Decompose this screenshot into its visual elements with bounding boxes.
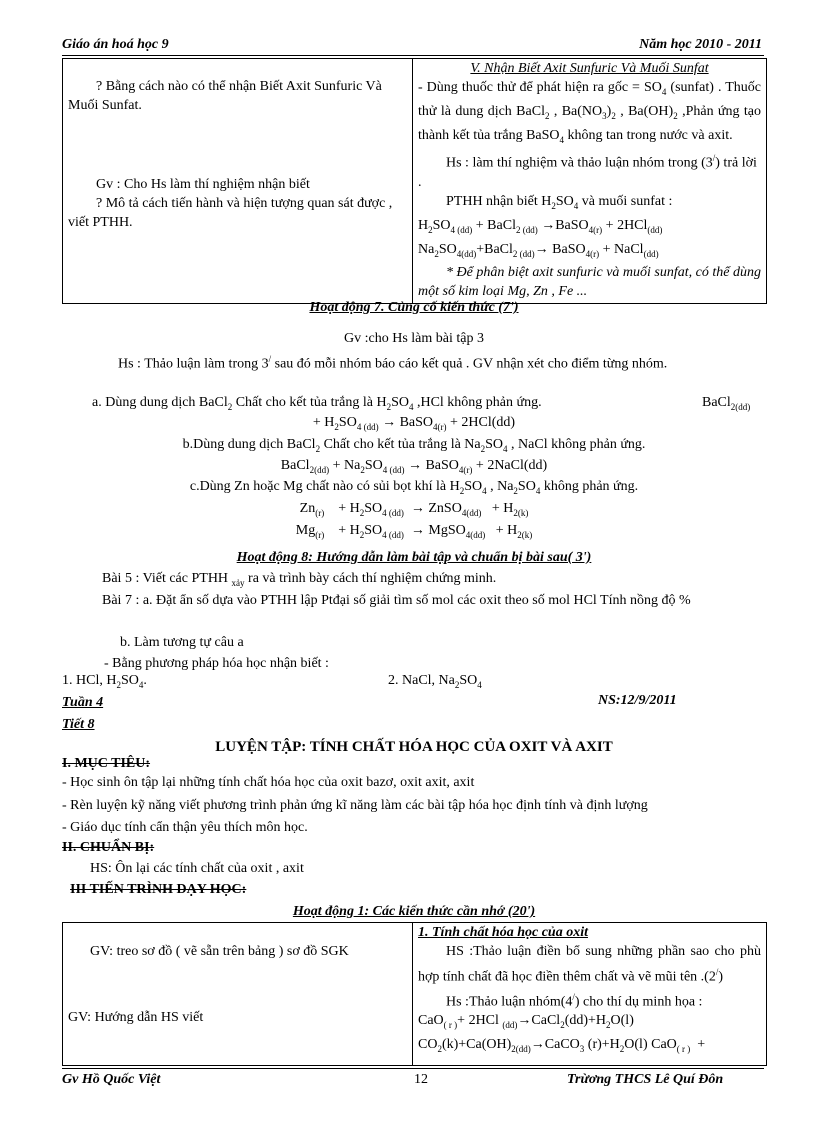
- activity-7-title: Hoạt động 7. Củng cố kiến thức (7'): [309, 300, 519, 315]
- section-objectives: I. MỤC TIÊU:: [62, 756, 151, 771]
- act7-line-a: a. Dùng dung dịch BaCl$_2$ Chất cho kết tủa trắng là $H_2SO_4$ ,HCl không phản ứng. BaCl$_{2(dd)}$: [92, 395, 751, 412]
- hs-example: Hs :Thảo luận nhóm(4/) cho thí dụ minh họa :: [446, 991, 703, 1010]
- identify-items: [62, 671, 766, 695]
- equation-1: $H_2SO_{4 (dd)}$ + BaCl$_{2 (dd)}$ →BaSO$_{4(r)}$ + 2HCl$_{(dd)}$: [418, 217, 663, 235]
- exercise-5: Bài 5 : Viết các PTHH $_{xảy}$ ra và trình bày cách thí nghiệm chứng minh.: [102, 571, 497, 588]
- hs-discussion: HS :Thảo luận điền bổ sung những phần sao cho phù hợp tính chất đã học điền thêm chất và vẽ mũi tên .(2/): [418, 944, 761, 985]
- exercise-7: Bài 7 : a. Đặt ẩn số dựa vào PTHH lập Ptđại số giải tìm số mol các oxit theo số mol HCl Tính nồng độ %: [102, 593, 691, 608]
- period-label: Tiết 8: [62, 717, 95, 732]
- metal-note: * Để phân biệt axit sunfuric và muối sunfat, có thể dùng một số kim loại Mg, Zn , Fe ...: [418, 265, 761, 300]
- footer-school: Trừơng THCS Lê Quí Đôn: [567, 1072, 724, 1087]
- table2-left-cell: [63, 923, 413, 1066]
- act7-line-b: b.Dùng dung dịch BaCl$_2$ Chất cho kết tủa trắng là $Na_2SO_4$ , NaCl không phản ứng.: [182, 437, 646, 454]
- pthh-intro: PTHH nhận biết $H_2SO_4$ và muối sunfat :: [446, 194, 673, 211]
- preparation-hs: HS: Ôn lại các tính chất của oxit , axit: [90, 861, 304, 876]
- section-preparation: II. CHUẨN BỊ:: [62, 840, 155, 855]
- hs-experiment: Hs : làm thí nghiệm và thảo luận nhóm trong (3/) trả lời .: [418, 153, 757, 191]
- table1-right-cell: [413, 59, 767, 304]
- act7-equation-a: + $H_2SO_{4 (dd)}$ → BaSO$_{4(r)}$ + 2HCl(dd): [312, 415, 516, 432]
- objective-1: - Học sinh ôn tập lại những tính chất hóa học của oxit bazơ, oxit axit, axit: [62, 775, 475, 790]
- table-identification: [62, 58, 767, 304]
- oxit-property-title: 1. Tính chất hóa học của oxit: [418, 925, 588, 940]
- lesson-title: LUYỆN TẬP: TÍNH CHẤT HÓA HỌC CỦA OXIT VÀ AXIT: [215, 739, 613, 755]
- identify-instruction: - Bằng phương pháp hóa học nhận biết :: [104, 656, 329, 671]
- page-header: [62, 37, 762, 53]
- footer-teacher: Gv Hồ Quốc Việt: [62, 1072, 161, 1087]
- exercise-7b: b. Làm tương tự câu a: [120, 635, 244, 650]
- objective-3: - Giáo dục tính cẩn thận yêu thích môn học.: [62, 820, 308, 835]
- equation-co2-caoh2: $CO_2(k)+Ca(OH)_{2(dd)}\to CaCO_3$ $(r)+H_2O(l) CaO_{( r )}$ +: [418, 1037, 706, 1054]
- equation-2: $Na_2SO_{4(dd)}+BaCl_{2 (dd)}\to$ BaSO$_{4(r)}$ + NaCl$_{(dd)}$: [418, 241, 659, 259]
- reagent-paragraph: - Dùng thuốc thử để phát hiện ra gốc = $SO_4$ (sunfat) . Thuốc thử là dung dịch BaCl$_2$ , $Ba(NO_3)_2$ , $Ba(OH)_2$ ,Phản ứng tạo thành kết tủa trắng BaSO$_4$ không tan trong nước và axit.: [418, 80, 762, 145]
- table-oxit-properties: [62, 922, 767, 1066]
- header-rule: [62, 55, 764, 56]
- question-identify: ? Bằng cách nào có thể nhận Biết Axit Sunfuric Và Muối Sunfat.: [68, 79, 382, 113]
- identify-item-1: 1. HCl, $H_2SO_4$.: [62, 673, 147, 690]
- gv-guide: GV: Hướng dẫn HS viết: [68, 1010, 204, 1025]
- act7-line-c: c.Dùng Zn hoặc Mg chất nào có sủi bọt khí là $H_2SO_4$ , $Na_2SO_4$ không phản ứng.: [189, 479, 639, 496]
- act7-line2: Hs : Thảo luận làm trong 3/ sau đó mỗi nhóm báo cáo kết quả . GV nhận xét cho điểm từng nhóm.: [118, 354, 668, 372]
- footer-rule: [62, 1068, 764, 1069]
- activity-8-title: Hoạt động 8: Hướng dẫn làm bài tập và chuẩn bị bài sau( 3'): [236, 550, 592, 565]
- act7-equation-zn: $Zn_{(r)}$ + $H_2SO_{4 (dd)}$ → ZnSO$_{4(dd)}$ + $H_{2(k)}$: [299, 501, 529, 518]
- section-process: III TIẾN TRÌNH DẠY HỌC:: [70, 882, 247, 897]
- week-label: Tuần 4: [62, 695, 104, 710]
- activity-1-title: Hoạt động 1: Các kiến thức cần nhớ (20'): [292, 904, 536, 919]
- act7-equation-mg: $Mg_{(r)}$ + $H_2SO_{4 (dd)}$ → MgSO$_{4(dd)}$ + $H_{2(k)}$: [295, 523, 533, 540]
- identify-item-2: 2. NaCl, $Na_2SO_4$: [388, 673, 482, 690]
- table1-left-cell: [63, 59, 413, 304]
- page-number: 12: [414, 1072, 428, 1087]
- header-right: Năm học 2010 - 2011: [639, 37, 762, 52]
- gv-instruction: Gv : Cho Hs làm thí nghiệm nhận biết: [96, 177, 310, 192]
- objective-2: - Rèn luyện kỹ năng viết phương trình phản ứng kĩ năng làm các bài tập hóa học định tính và định lượng: [62, 798, 648, 813]
- table2-right-cell: [413, 923, 767, 1066]
- act7-equation-b: BaCl$_{2(dd)}$ + $Na_2SO_{4 (dd)}$ → BaSO$_{4(r)}$ + 2NaCl(dd): [280, 458, 548, 475]
- question-describe: ? Mô tả cách tiến hành và hiện tượng quan sát được , viết PTHH.: [68, 196, 393, 230]
- gv-diagram: GV: treo sơ đồ ( vẽ sẵn trên bảng ) sơ đồ SGK: [90, 944, 349, 959]
- header-left: Giáo án hoá học 9: [62, 37, 169, 52]
- section-v-title: V. Nhận Biết Axit Sunfuric Và Muối Sunfat: [470, 61, 709, 76]
- act7-line1: Gv :cho Hs làm bài tập 3: [344, 331, 484, 346]
- page-footer: [62, 1072, 762, 1088]
- equation-cao-hcl: CaO$_{( r )}$+ 2HCl $_{(dd)}\to CaCl_2(dd)+H_2O(l)$: [418, 1013, 634, 1031]
- ns-date: NS:12/9/2011: [598, 693, 677, 708]
